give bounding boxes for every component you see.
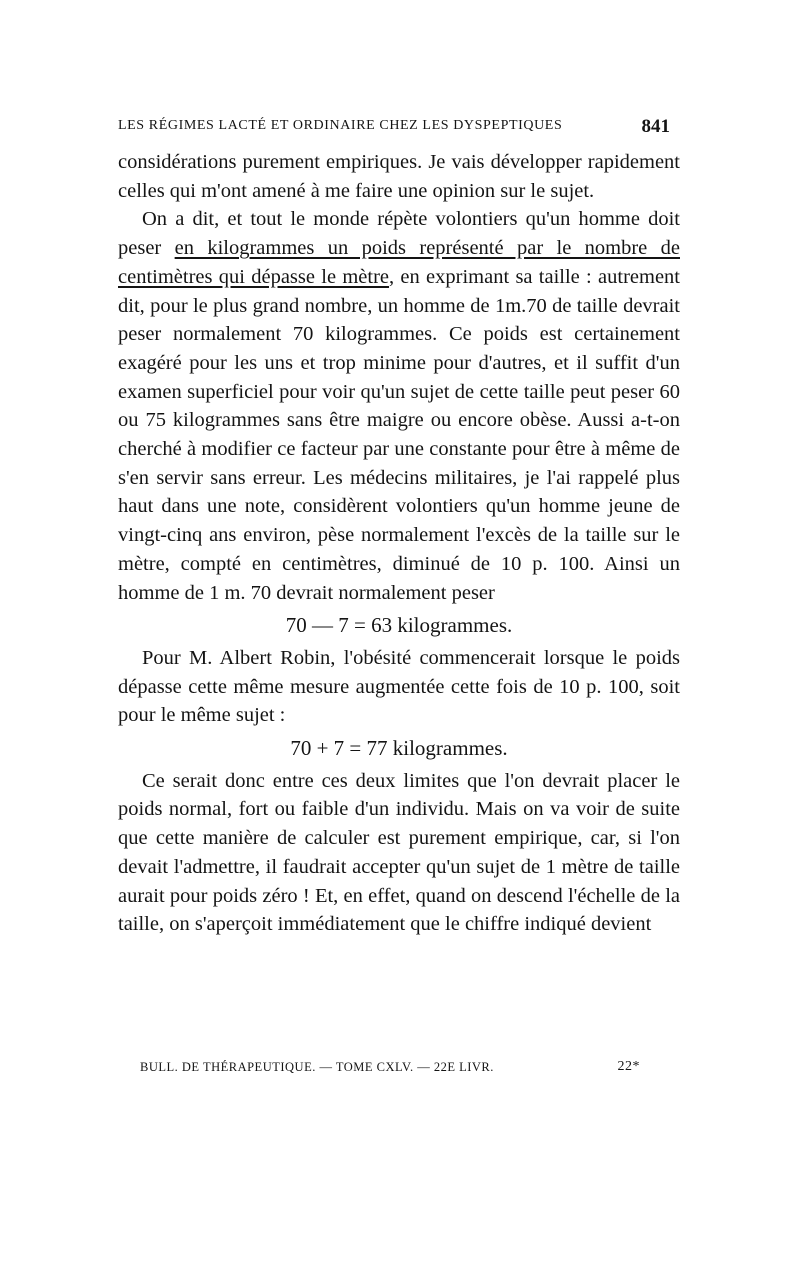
paragraph-weight-rule-start: On a dit, et tout le monde répète volontiers qu'un homme doit peser (118, 208, 680, 260)
footer-citation: BULL. DE THÉRAPEUTIQUE. — TOME CXLV. — 22E LIVR. (140, 1060, 494, 1074)
book-page (118, 0, 680, 1262)
formula-obesity-threshold: 70 + 7 = 77 kilogrammes. (290, 736, 508, 761)
paragraph-continued: considérations purement empiriques. Je vais développer rapidement celles qui m'ont amené à me faire une opinion sur le sujet. (118, 151, 680, 202)
running-title: LES RÉGIMES LACTÉ ET ORDINAIRE CHEZ LES DYSPEPTIQUES (118, 118, 563, 133)
formula-minimum-weight: 70 — 7 = 63 kilogrammes. (285, 613, 513, 638)
paragraph-robin: Pour M. Albert Robin, l'obésité commencerait lorsque le poids dépasse cette même mesure augmentée cette fois de 10 p. 100, soit pour le même sujet : (118, 646, 680, 727)
footer-signature-mark: 22* (617, 1059, 640, 1074)
paragraph-weight-rule (118, 205, 680, 607)
body-text (118, 148, 680, 939)
paragraph-conclusion: Ce serait donc entre ces deux limites que l'on devrait placer le poids normal, fort ou faible d'un individu. Mais on va voir de suite que cette manière de calculer est purement empirique, car, si l'on devait l'admettre, il faudrait accepter qu'un sujet de 1 mètre de taille aurait pour poids zéro ! Et, en effet, quand on descend l'échelle de la taille, on s'aperçoit immédiatement que le chiffre indiqué devient (118, 769, 680, 936)
running-header (118, 116, 680, 140)
underlined-passage: en kilogrammes un poids représenté par le nombre de centimètres qui dépasse le mètre (118, 237, 680, 288)
page-footer (118, 1060, 680, 1080)
paragraph-weight-rule-end: , en exprimant sa taille : autrement dit, pour le plus grand nombre, un homme de 1m.70 de taille devrait peser normalement 70 kilogrammes. Ce poids est certainement exagéré pour les uns et trop minime pour d'autres, et il suffit d'un examen superficiel pour voir qu'un sujet de cette taille peut peser 60 ou 75 kilogrammes sans être maigre ou encore obèse. Aussi a-t-on cherché à modifier ce facteur par une constante pour être à même de s'en servir sans erreur. Les médecins militaires, je l'ai rappelé plus haut dans une note, considèrent volontiers qu'un homme jeune de vingt-cinq ans environ, pèse normalement l'excès de la taille sur le mètre, compté en centimètres, diminué de 10 p. 100. Ainsi un homme de 1 m. 70 devrait normalement peser (118, 265, 680, 604)
page-number: 841 (641, 116, 670, 137)
